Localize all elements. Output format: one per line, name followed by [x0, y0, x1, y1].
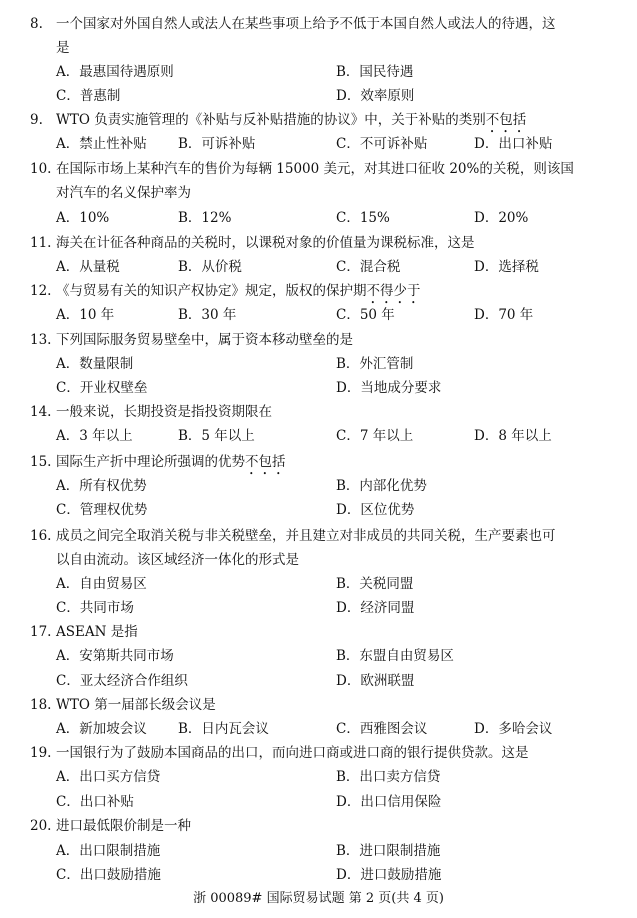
- option-c: C．西雅图会议: [336, 721, 428, 737]
- option-b: B．国民待遇: [336, 64, 414, 80]
- option-d: D．8 年以上: [474, 428, 552, 444]
- option-a: A．安第斯共同市场: [56, 648, 174, 664]
- option-d: D．进口鼓励措施: [336, 867, 442, 883]
- option-d: D．经济同盟: [336, 600, 415, 616]
- emphasis-text: 不包括: [245, 454, 286, 470]
- option-b: B．5 年以上: [178, 428, 255, 444]
- option-a: A．出口买方信贷: [56, 769, 161, 785]
- question-text-main: WTO 负责实施管理的《补贴与反补贴措施的协议》中，关于补贴的类别: [56, 112, 486, 128]
- question-number: 18.: [30, 697, 52, 713]
- option-d: D．出口补贴: [474, 136, 553, 152]
- option-c: C．50 年: [336, 307, 395, 323]
- question-number: 19.: [30, 745, 52, 761]
- option-b: B．东盟自由贸易区: [336, 648, 454, 664]
- question-text: 进口最低限价制是一种: [56, 818, 191, 834]
- option-d: D．区位优势: [336, 502, 415, 518]
- question-number: 10.: [30, 161, 52, 177]
- option-b: B．出口卖方信贷: [336, 769, 441, 785]
- option-d: D．选择税: [474, 259, 539, 275]
- option-a: A．数量限制: [56, 356, 134, 372]
- option-c: C．混合税: [336, 259, 401, 275]
- option-d: D．当地成分要求: [336, 380, 442, 396]
- option-c: C．开业权壁垒: [56, 380, 148, 396]
- question-text: [56, 451, 286, 473]
- option-a: A．禁止性补贴: [56, 136, 147, 152]
- question-text-main: 国际生产折中理论所强调的优势: [56, 454, 245, 470]
- option-d: D．20%: [474, 210, 529, 226]
- question-text-continued: 是: [56, 40, 70, 56]
- option-c: C．普惠制: [56, 88, 121, 104]
- option-b: B．日内瓦会议: [178, 721, 269, 737]
- option-b: B．30 年: [178, 307, 237, 323]
- option-a: A．所有权优势: [56, 478, 147, 494]
- question-text-continued: 对汽车的名义保护率为: [56, 185, 191, 201]
- option-b: B．可诉补贴: [178, 136, 256, 152]
- question-text: [56, 280, 421, 302]
- question-text-continued: 以自由流动。该区域经济一体化的形式是: [56, 552, 299, 568]
- question-number: 13.: [30, 332, 52, 348]
- option-c: C．出口补贴: [56, 794, 134, 810]
- option-a: A．3 年以上: [56, 428, 133, 444]
- option-c: C．共同市场: [56, 600, 134, 616]
- page-footer: 浙 00089# 国际贸易试题 第 2 页(共 4 页): [193, 891, 444, 906]
- option-a: A．新加坡会议: [56, 721, 147, 737]
- question-text: 海关在计征各种商品的关税时，以课税对象的价值量为课税标准，这是: [56, 235, 475, 251]
- option-a: A．出口限制措施: [56, 843, 161, 859]
- question-text: 下列国际服务贸易壁垒中，属于资本移动壁垒的是: [56, 332, 353, 348]
- question-text-main: 《与贸易有关的知识产权协定》规定，版权的保护期: [56, 283, 367, 299]
- question-text: 一个国家对外国自然人或法人在某些事项上给予不低于本国自然人或法人的待遇，这: [56, 16, 556, 32]
- option-b: B．外汇管制: [336, 356, 414, 372]
- option-b: B．进口限制措施: [336, 843, 441, 859]
- option-d: D．出口信用保险: [336, 794, 442, 810]
- option-b: B．内部化优势: [336, 478, 427, 494]
- option-a: A．从量税: [56, 259, 120, 275]
- question-number: 14.: [30, 404, 52, 420]
- question-text: 成员之间完全取消关税与非关税壁垒，并且建立对非成员的共同关税，生产要素也可: [56, 528, 556, 544]
- option-c: C．7 年以上: [336, 428, 414, 444]
- option-d: D．效率原则: [336, 88, 415, 104]
- question-number: 8.: [30, 16, 43, 32]
- option-b: B．12%: [178, 210, 232, 226]
- question-text: [56, 109, 526, 131]
- option-a: A．10%: [56, 210, 110, 226]
- question-number: 9.: [30, 112, 43, 128]
- option-d: D．多哈会议: [474, 721, 553, 737]
- question-number: 20.: [30, 818, 52, 834]
- option-c: C．管理权优势: [56, 502, 148, 518]
- emphasis-text: 不得少于: [366, 283, 421, 299]
- question-number: 15.: [30, 454, 52, 470]
- question-text: 一国银行为了鼓励本国商品的出口，而向进口商或进口商的银行提供贷款。这是: [56, 745, 529, 761]
- question-text: 一般来说，长期投资是指投资期限在: [56, 404, 272, 420]
- question-number: 12.: [30, 283, 52, 299]
- option-a: A．最惠国待遇原则: [56, 64, 174, 80]
- option-c: C．15%: [336, 210, 390, 226]
- option-b: B．从价税: [178, 259, 242, 275]
- option-c: C．出口鼓励措施: [56, 867, 161, 883]
- question-text: WTO 第一届部长级会议是: [56, 697, 216, 713]
- option-b: B．关税同盟: [336, 576, 414, 592]
- question-number: 11.: [30, 235, 52, 251]
- emphasis-text: 不包括: [485, 112, 527, 128]
- option-c: C．亚太经济合作组织: [56, 673, 188, 689]
- question-text: ASEAN 是指: [56, 624, 138, 640]
- option-d: D．70 年: [474, 307, 534, 323]
- question-number: 16.: [30, 528, 52, 544]
- question-text: 在国际市场上某种汽车的售价为每辆 15000 美元，对其进口征收 20%的关税，则该国: [56, 161, 574, 177]
- option-d: D．欧洲联盟: [336, 673, 415, 689]
- option-a: A．自由贸易区: [56, 576, 147, 592]
- question-number: 17.: [30, 624, 52, 640]
- option-c: C．不可诉补贴: [336, 136, 428, 152]
- option-a: A．10 年: [56, 307, 115, 323]
